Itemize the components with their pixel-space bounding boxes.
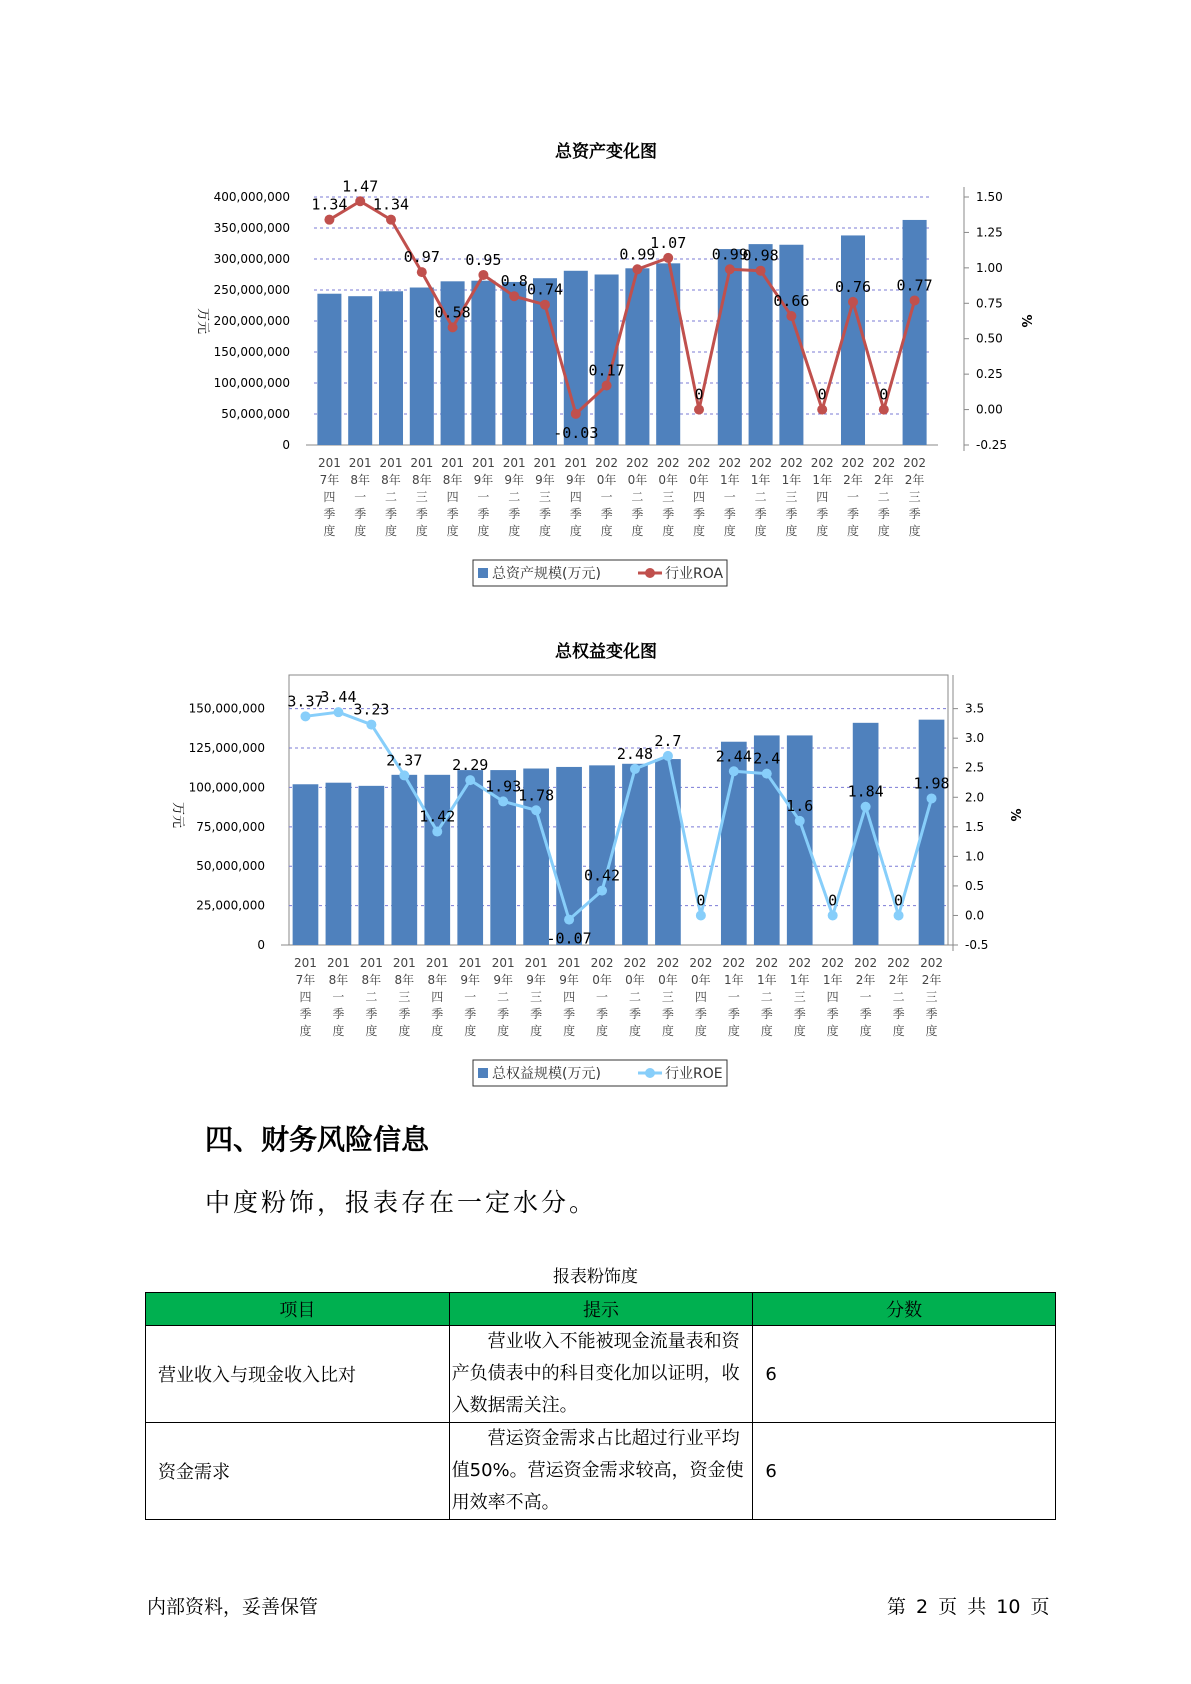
line-point — [597, 886, 607, 896]
y-tick-label: 150,000,000 — [213, 345, 290, 359]
y-tick-label: 0 — [257, 938, 265, 952]
x-tick-label: 201 7年四季度 — [317, 456, 341, 538]
line-point — [725, 264, 735, 274]
row-hint: 营业收入不能被现金流量表和资产负债表中的科目变化加以证明，收入数据需关注。 — [449, 1326, 753, 1423]
footer-confidential: 内部资料，妥善保管 — [147, 1596, 319, 1618]
y2-tick-label: 1.00 — [976, 260, 1003, 275]
line-point — [663, 253, 673, 263]
x-tick-label: 202 1年三季度 — [779, 456, 803, 538]
x-tick-label: 202 1年二季度 — [749, 456, 773, 538]
data-label: 0.97 — [403, 248, 440, 267]
y-tick-label: 25,000,000 — [196, 898, 265, 913]
legend-line-marker — [645, 568, 655, 578]
bar — [564, 271, 588, 445]
x-tick-label: 202 2年三季度 — [903, 456, 927, 538]
data-label: 0.99 — [711, 245, 748, 264]
x-tick-label: 201 9年一季度 — [471, 456, 495, 538]
x-tick-label: 201 8年二季度 — [359, 956, 383, 1038]
line-point — [399, 770, 409, 780]
y2-axis-title: % — [1007, 808, 1022, 822]
line-point — [817, 405, 827, 415]
table-header-row — [146, 1293, 1056, 1326]
line-point — [795, 816, 805, 826]
x-tick-label: 201 9年二季度 — [491, 956, 515, 1038]
bar — [391, 775, 417, 945]
y2-tick-label: 2.0 — [965, 790, 985, 805]
legend-bar-label: 总权益规模(万元) — [492, 1066, 601, 1082]
line-point — [762, 769, 772, 779]
x-tick-label: 202 2年三季度 — [920, 956, 943, 1038]
line-point — [927, 793, 937, 803]
table-caption: 报表粉饰度 — [553, 1267, 638, 1287]
line-point — [333, 707, 343, 717]
row-item: 资金需求 — [146, 1423, 450, 1520]
x-tick-label: 201 8年三季度 — [392, 956, 416, 1038]
legend-bar-swatch — [478, 568, 488, 578]
y-tick-label: 75,000,000 — [196, 819, 265, 834]
y-tick-label: 100,000,000 — [213, 376, 290, 390]
data-label: 1.98 — [913, 774, 950, 793]
data-label: 1.34 — [372, 195, 410, 214]
line-point — [465, 775, 475, 785]
x-tick-label: 201 9年四季度 — [564, 456, 588, 538]
data-label: 0.74 — [526, 280, 564, 299]
data-label: 1.34 — [311, 195, 348, 214]
bar — [622, 764, 648, 945]
bar — [379, 291, 403, 445]
y-tick-label: 350,000,000 — [213, 221, 290, 235]
y2-tick-label: 0.50 — [976, 331, 1003, 346]
data-label: 0.99 — [619, 245, 656, 264]
line-point — [602, 380, 612, 390]
data-label: 1.84 — [847, 782, 884, 801]
line-point — [540, 300, 550, 310]
line-point — [879, 405, 889, 415]
y2-tick-label: 0.0 — [965, 908, 985, 923]
y2-tick-label: 0.75 — [976, 296, 1003, 311]
row-item: 营业收入与现金收入比对 — [146, 1326, 450, 1423]
line-point — [828, 910, 838, 920]
risk-summary: 中度粉饰，报表存在一定水分。 — [205, 1188, 598, 1217]
data-label: -0.07 — [546, 929, 592, 948]
line-point — [448, 322, 458, 332]
x-tick-label: 201 9年二季度 — [502, 456, 526, 538]
data-label: 2.37 — [386, 751, 423, 770]
y-tick-label: 300,000,000 — [213, 252, 290, 266]
x-tick-label: 201 8年一季度 — [326, 956, 350, 1038]
line-point — [696, 910, 706, 920]
y-tick-label: 100,000,000 — [188, 780, 265, 795]
y-tick-label: 50,000,000 — [196, 859, 265, 874]
header-hint: 提示 — [449, 1293, 753, 1326]
x-tick-label: 202 0年二季度 — [625, 456, 649, 538]
line-point — [756, 266, 766, 276]
bar — [410, 288, 434, 445]
x-tick-label: 201 9年四季度 — [557, 956, 581, 1038]
y-axis-title: 万元 — [170, 801, 185, 829]
data-label: 3.23 — [353, 700, 390, 719]
line-point — [355, 196, 365, 206]
data-label: 0 — [694, 385, 704, 404]
data-label: 0.98 — [742, 246, 779, 265]
x-tick-label: 202 1年一季度 — [722, 956, 746, 1038]
bar — [625, 268, 649, 445]
table-row — [146, 1423, 1056, 1520]
data-label: 0 — [817, 385, 827, 404]
line-point — [564, 915, 574, 925]
x-tick-label: 202 1年四季度 — [810, 456, 834, 538]
legend-line-label: 行业ROA — [665, 566, 724, 582]
line-point — [894, 910, 904, 920]
data-label: 0.8 — [500, 272, 528, 291]
data-label: 3.37 — [287, 692, 324, 711]
data-label: 0.95 — [465, 250, 502, 269]
bar — [348, 296, 372, 445]
data-label: 0.58 — [434, 303, 471, 322]
y2-tick-label: 1.25 — [976, 225, 1003, 240]
x-tick-label: 201 8年二季度 — [379, 456, 403, 538]
x-tick-label: 202 1年一季度 — [718, 456, 742, 538]
data-label: 1.42 — [419, 807, 456, 826]
y2-tick-label: 2.5 — [965, 760, 985, 775]
y2-tick-label: -0.5 — [965, 938, 989, 952]
line-point — [663, 751, 673, 761]
data-label: 1.47 — [342, 177, 379, 196]
y2-axis-title: % — [1018, 314, 1033, 328]
y-tick-label: 250,000,000 — [213, 283, 290, 297]
data-label: 0.17 — [588, 361, 625, 380]
data-label: 2.44 — [715, 747, 752, 766]
y-axis-title: 万元 — [195, 307, 210, 335]
data-label: 0 — [894, 891, 904, 910]
y2-tick-label: -0.25 — [976, 438, 1008, 452]
x-tick-label: 201 8年一季度 — [348, 456, 372, 538]
y2-tick-label: 0.25 — [976, 367, 1003, 382]
x-tick-label: 202 2年一季度 — [854, 956, 878, 1038]
x-tick-label: 201 7年四季度 — [294, 956, 317, 1038]
bar — [471, 281, 495, 445]
data-label: 1.07 — [650, 233, 687, 252]
bar — [359, 786, 385, 945]
data-label: 2.29 — [452, 756, 489, 775]
line-point — [386, 215, 396, 225]
bar — [718, 249, 742, 445]
x-tick-label: 202 0年一季度 — [590, 956, 614, 1038]
bar — [424, 775, 450, 945]
bar — [787, 735, 813, 945]
y-tick-label: 0 — [282, 438, 290, 452]
x-tick-label: 202 0年四季度 — [689, 956, 713, 1038]
chart-title: 总资产变化图 — [555, 142, 657, 162]
line-point — [531, 805, 541, 815]
data-label: 1.93 — [485, 777, 522, 796]
y-tick-label: 400,000,000 — [213, 190, 290, 204]
y2-tick-label: 1.0 — [965, 849, 985, 864]
section-heading: 四、财务风险信息 — [205, 1123, 430, 1156]
x-tick-label: 201 8年三季度 — [410, 456, 434, 538]
legend-line-label: 行业ROE — [665, 1066, 723, 1082]
legend-bar-label: 总资产规模(万元) — [492, 566, 601, 582]
x-tick-label: 202 1年二季度 — [755, 956, 779, 1038]
x-tick-label: 202 2年二季度 — [872, 456, 896, 538]
x-tick-label: 201 9年三季度 — [524, 956, 548, 1038]
bar — [326, 783, 352, 945]
y2-tick-label: 1.5 — [965, 819, 985, 834]
x-tick-label: 202 0年三季度 — [656, 956, 680, 1038]
bar — [293, 784, 319, 945]
header-score: 分数 — [753, 1293, 1056, 1326]
data-label: 3.44 — [320, 688, 357, 707]
line-point — [694, 405, 704, 415]
data-label: 2.7 — [654, 731, 682, 750]
bar — [502, 282, 526, 445]
row-score: 6 — [753, 1326, 1056, 1423]
line-point — [786, 311, 796, 321]
bar — [655, 759, 681, 945]
y-tick-label: 150,000,000 — [188, 701, 265, 716]
x-tick-label: 202 0年四季度 — [687, 456, 711, 538]
data-label: 0 — [879, 385, 889, 404]
y2-tick-label: 0.00 — [976, 402, 1003, 417]
line-point — [432, 827, 442, 837]
x-tick-label: 201 8年四季度 — [425, 956, 449, 1038]
total-assets-chart — [0, 135, 1191, 605]
x-tick-label: 202 0年一季度 — [595, 456, 619, 538]
y2-tick-label: 0.5 — [965, 878, 985, 893]
x-tick-label: 201 9年三季度 — [533, 456, 557, 538]
data-label: -0.03 — [553, 423, 599, 442]
line-point — [324, 215, 334, 225]
data-label: 0.76 — [834, 277, 872, 296]
data-label: 1.6 — [786, 796, 814, 815]
table-row — [146, 1326, 1056, 1423]
y-tick-label: 50,000,000 — [221, 407, 290, 421]
legend-line-marker — [645, 1068, 655, 1078]
bar — [841, 235, 865, 445]
x-tick-label: 202 0年二季度 — [623, 956, 647, 1038]
chart-title: 总权益变化图 — [555, 642, 657, 662]
line-point — [478, 270, 488, 280]
y-tick-label: 200,000,000 — [213, 314, 290, 328]
footer-page-number: 第 2 页 共 10 页 — [887, 1596, 1050, 1618]
line-point — [729, 766, 739, 776]
line-point — [571, 409, 581, 419]
data-label: 0.77 — [896, 276, 933, 295]
line-point — [632, 264, 642, 274]
whitewash-table — [145, 1292, 1056, 1520]
data-label: 0.42 — [583, 866, 621, 885]
data-label: 2.48 — [616, 744, 654, 763]
line-point — [366, 720, 376, 730]
row-hint: 营运资金需求占比超过行业平均值50%。营运资金需求较高，资金使用效率不高。 — [449, 1423, 753, 1520]
line-point — [630, 764, 640, 774]
bar — [656, 263, 680, 445]
line-point — [498, 796, 508, 806]
header-item: 项目 — [146, 1293, 450, 1326]
y-tick-label: 125,000,000 — [188, 741, 265, 756]
line-point — [861, 802, 871, 812]
y2-tick-label: 3.5 — [965, 701, 985, 716]
data-label: 0 — [828, 891, 838, 910]
x-tick-label: 202 0年三季度 — [656, 456, 680, 538]
line-point — [910, 295, 920, 305]
legend-bar-swatch — [478, 1068, 488, 1078]
line-point — [848, 297, 858, 307]
line-point — [509, 291, 519, 301]
x-tick-label: 202 2年一季度 — [841, 456, 865, 538]
data-label: 0 — [696, 891, 706, 910]
line-point — [417, 267, 427, 277]
data-label: 1.78 — [518, 786, 555, 805]
line-point — [300, 711, 310, 721]
x-tick-label: 201 8年四季度 — [441, 456, 465, 538]
total-equity-chart — [0, 635, 1191, 1105]
x-tick-label: 202 2年二季度 — [887, 956, 911, 1038]
x-tick-label: 201 9年一季度 — [458, 956, 482, 1038]
data-label: 0.66 — [773, 292, 810, 311]
data-label: 2.4 — [753, 749, 781, 768]
bar — [595, 275, 619, 446]
bar — [317, 294, 341, 445]
x-tick-label: 202 1年四季度 — [821, 956, 845, 1038]
y2-tick-label: 1.50 — [976, 190, 1003, 204]
y2-tick-label: 3.0 — [965, 731, 985, 746]
row-score: 6 — [753, 1423, 1056, 1520]
x-tick-label: 202 1年三季度 — [788, 956, 812, 1038]
